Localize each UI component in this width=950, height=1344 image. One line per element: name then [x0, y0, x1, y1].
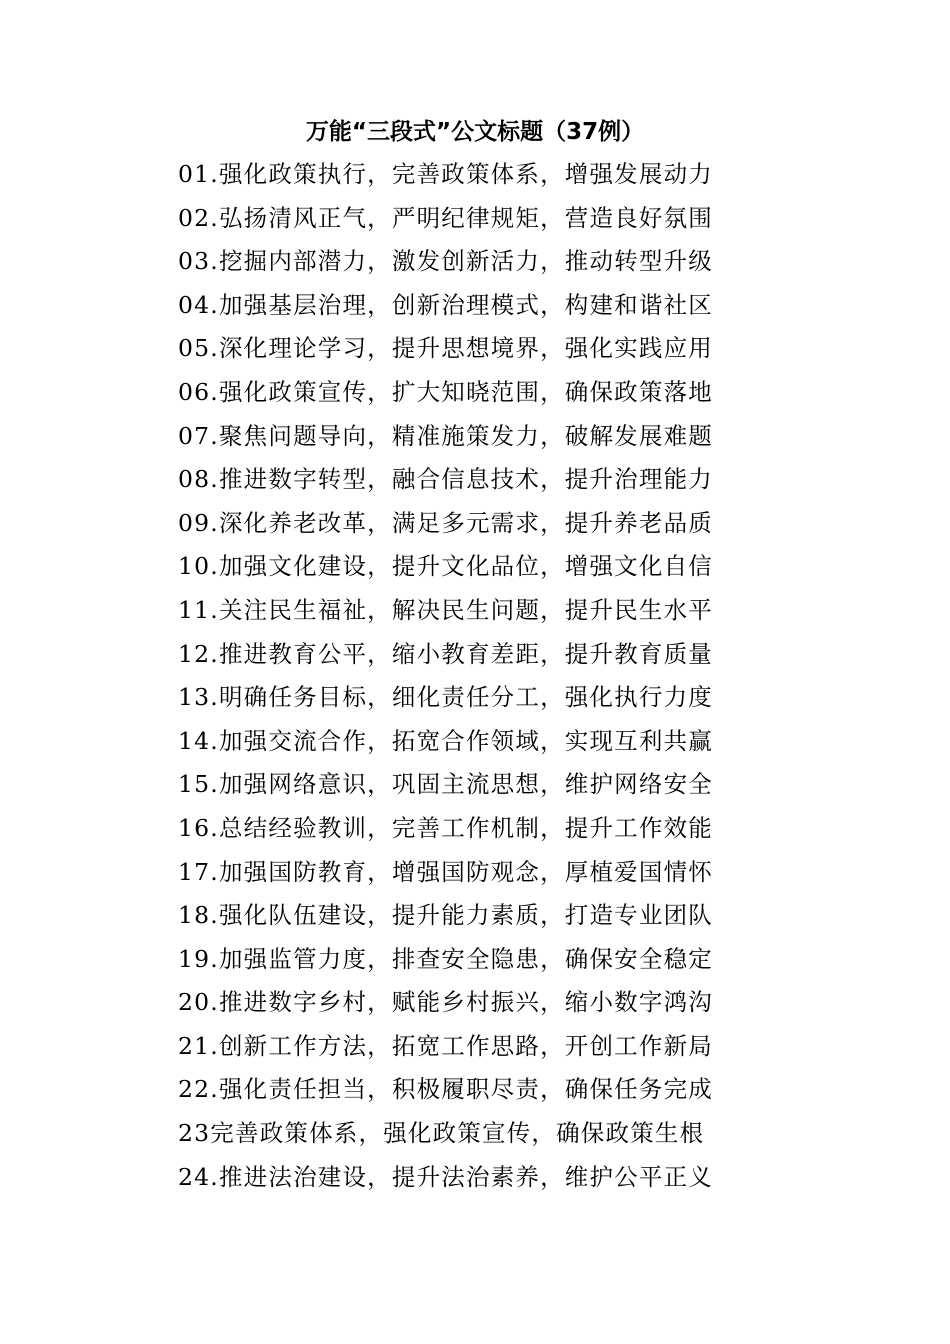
title-list [178, 153, 738, 1199]
list-item: 01.强化政策执行，完善政策体系，增强发展动力 [178, 160, 713, 188]
list-item: 17.加强国防教育，增强国防观念，厚植爱国情怀 [178, 857, 713, 886]
list-item: 20.推进数字乡村，赋能乡村振兴，缩小数字鸿沟 [178, 988, 713, 1017]
list-item: 05.深化理论学习，提升思想境界，强化实践应用 [178, 334, 713, 363]
list-item: 22.强化责任担当，积极履职尽责，确保任务完成 [178, 1075, 713, 1104]
list-item: 12.推进教育公平，缩小教育差距，提升教育质量 [178, 639, 713, 668]
list-item: 07.聚焦问题导向，精准施策发力，破解发展难题 [178, 421, 713, 450]
list-item: 06.强化政策宣传，扩大知晓范围，确保政策落地 [178, 377, 713, 406]
list-item: 19.加强监管力度，排查安全隐患，确保安全稳定 [178, 944, 713, 973]
list-item: 04.加强基层治理，创新治理模式，构建和谐社区 [178, 290, 713, 319]
list-item: 08.推进数字转型，融合信息技术，提升治理能力 [178, 465, 713, 494]
list-item: 21.创新工作方法，拓宽工作思路，开创工作新局 [178, 1031, 713, 1060]
list-item: 09.深化养老改革，满足多元需求，提升养老品质 [178, 508, 713, 537]
list-item: 24.推进法治建设，提升法治素养，维护公平正义 [178, 1162, 713, 1191]
list-item: 18.强化队伍建设，提升能力素质，打造专业团队 [178, 901, 713, 930]
list-item: 11.关注民生福祉，解决民生问题，提升民生水平 [178, 595, 713, 624]
list-item: 23完善政策体系，强化政策宣传，确保政策生根 [178, 1119, 705, 1148]
list-item: 16.总结经验教训，完善工作机制，提升工作效能 [178, 813, 713, 842]
list-item: 14.加强交流合作，拓宽合作领域，实现互利共赢 [178, 726, 713, 755]
list-item: 13.明确任务目标，细化责任分工，强化执行力度 [178, 683, 713, 712]
document-title: 万能“三段式”公文标题（37例） [305, 119, 645, 145]
list-item: 03.挖掘内部潜力，激发创新活力，推动转型升级 [178, 247, 713, 276]
list-item: 02.弘扬清风正气，严明纪律规矩，营造良好氛围 [178, 203, 713, 232]
list-item: 15.加强网络意识，巩固主流思想，维护网络安全 [178, 770, 713, 799]
list-item: 10.加强文化建设，提升文化品位，增强文化自信 [178, 552, 713, 581]
